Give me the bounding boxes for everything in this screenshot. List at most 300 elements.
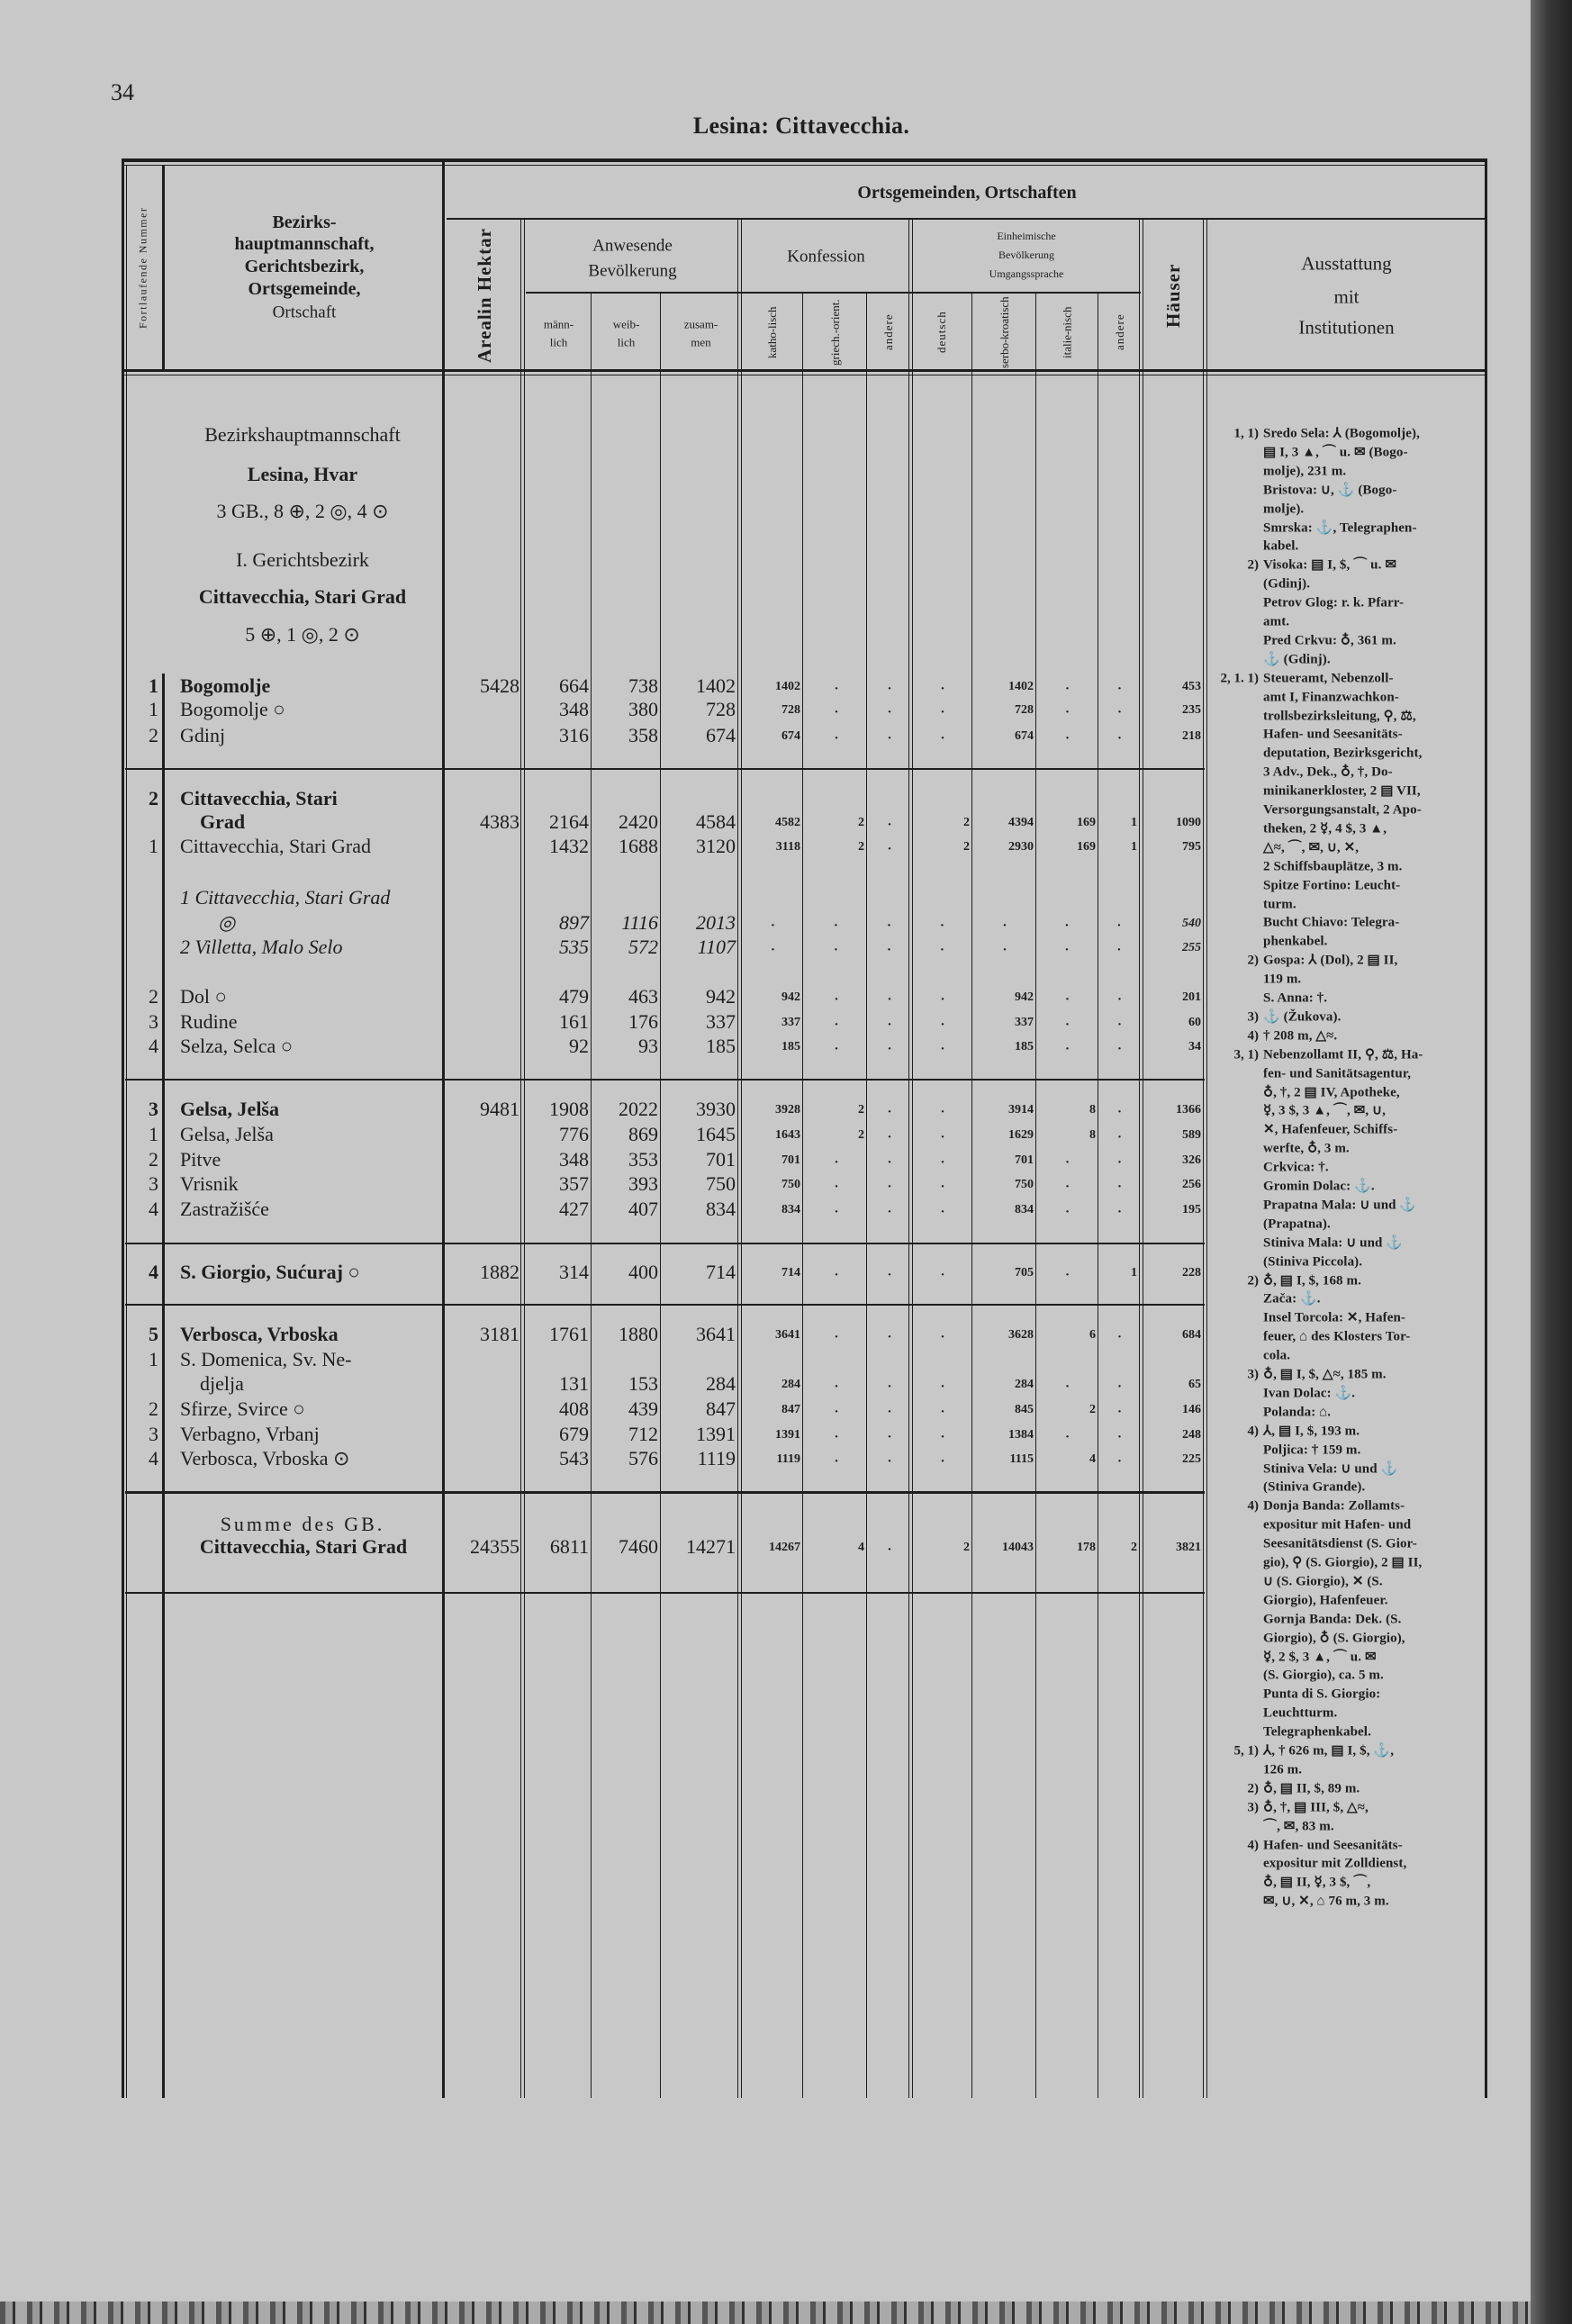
- cell-zusammen: 1391: [696, 1423, 736, 1445]
- header-group-title: Ortsgemeinden, Ortschaften: [857, 183, 1077, 203]
- header-institutions-line: Ausstattung: [1301, 252, 1392, 275]
- cell-zusammen: 14271: [686, 1535, 736, 1558]
- place-name: Bogomolje ○: [180, 698, 285, 720]
- cell-haeuser: 326: [1182, 1153, 1201, 1167]
- institution-ref-label: 3): [1247, 1800, 1259, 1815]
- institution-line: (S. Giorgio), ca. 5 m.: [1263, 1668, 1384, 1683]
- cell-zusammen: 714: [706, 1261, 736, 1283]
- header-weiblich: lich: [617, 335, 636, 349]
- cell-italienisch: .: [1065, 1176, 1070, 1191]
- institution-line: ▤ I, 3 ▲, ⌒ u. ✉ (Bogo-: [1263, 445, 1408, 460]
- place-name: Grad: [200, 810, 246, 833]
- header-institutions-line: mit: [1333, 285, 1360, 308]
- header-language-andere: andere: [1113, 313, 1127, 351]
- cell-maennlich: 314: [559, 1261, 589, 1283]
- column-rule: [737, 218, 738, 2098]
- row-rule: [125, 1079, 1205, 1081]
- header-zusammen: men: [691, 335, 711, 349]
- cell-haeuser: 195: [1182, 1203, 1201, 1216]
- cell-italienisch: 4: [1089, 1452, 1096, 1466]
- cell-italienisch: .: [1065, 701, 1070, 717]
- cell-weiblich: 93: [638, 1035, 658, 1057]
- cell-katholisch: 4582: [775, 816, 800, 829]
- cell-konfession-andere: .: [888, 678, 891, 693]
- institution-line: Petrov Glog: r. k. Pfarr-: [1263, 595, 1405, 610]
- district-summary: 3 GB., 8 ⊕, 2 ◎, 4 ⊙: [216, 500, 389, 522]
- district-name: Lesina, Hvar: [247, 463, 358, 485]
- cell-weiblich: 738: [628, 674, 658, 697]
- cell-italienisch: .: [1065, 1426, 1070, 1442]
- cell-sprache-andere: .: [1117, 1176, 1122, 1191]
- institution-ref-label: 3): [1247, 1009, 1259, 1025]
- cell-weiblich: 439: [628, 1397, 658, 1420]
- column-rule: [660, 292, 661, 2098]
- institution-line: 3 Adv., Dek., ♁, †, Do-: [1263, 764, 1393, 780]
- cell-griech-orient: .: [835, 1376, 838, 1391]
- place-name: Pitve: [180, 1148, 221, 1171]
- cell-haeuser: 34: [1188, 1040, 1201, 1053]
- cell-maennlich: 1432: [549, 835, 589, 857]
- place-name: Verbagno, Vrbanj: [180, 1423, 320, 1445]
- cell-serbokroatisch: 1629: [1008, 1128, 1034, 1142]
- place-name: Cittavecchia, Stari: [180, 787, 338, 809]
- cell-griech-orient: .: [835, 678, 838, 693]
- institution-line: ⌒, ✉, 83 m.: [1263, 1819, 1334, 1834]
- cell-maennlich: 357: [559, 1172, 589, 1195]
- header-population-line: Anwesende: [592, 236, 673, 256]
- cell-griech-orient: .: [835, 1014, 838, 1029]
- cell-deutsch: .: [941, 1038, 944, 1053]
- total-label: Summe des GB.: [220, 1513, 385, 1535]
- cell-sprache-andere: .: [1117, 1152, 1122, 1167]
- cell-areal: 4383: [480, 810, 519, 833]
- institution-ref-label: 1, 1): [1233, 426, 1259, 441]
- place-name: Bogomolje: [180, 674, 271, 697]
- institution-ref-label: 4): [1247, 1424, 1259, 1439]
- institution-line: Donja Banda: Zollamts-: [1263, 1498, 1405, 1514]
- cell-serbokroatisch: 834: [1015, 1203, 1034, 1216]
- cell-weiblich: 463: [628, 985, 658, 1008]
- cell-deutsch: .: [941, 915, 944, 930]
- row-number: 1: [149, 698, 158, 720]
- cell-zusammen: 1107: [697, 936, 736, 958]
- cell-zusammen: 3641: [696, 1323, 736, 1345]
- column-rule: [971, 292, 972, 2098]
- cell-katholisch: 185: [781, 1040, 800, 1053]
- institution-line: ♁, †, 2 ▤ IV, Apotheke,: [1263, 1085, 1400, 1099]
- cell-maennlich: 6811: [549, 1535, 589, 1558]
- institution-line: Versorgungsanstalt, 2 Apo-: [1263, 802, 1422, 818]
- row-number: 3: [149, 1172, 158, 1195]
- row-number: 1: [149, 835, 158, 857]
- cell-weiblich: 1116: [621, 911, 658, 934]
- cell-italienisch: 2: [1089, 1403, 1096, 1416]
- cell-zusammen: 1645: [696, 1123, 736, 1145]
- institution-line: molje).: [1263, 502, 1305, 517]
- cell-serbokroatisch: 701: [1015, 1153, 1034, 1167]
- cell-konfession-andere: .: [888, 1101, 891, 1117]
- place-name: S. Domenica, Sv. Ne-: [180, 1348, 352, 1370]
- cell-katholisch: 701: [781, 1153, 800, 1167]
- cell-konfession-andere: .: [888, 701, 891, 717]
- cell-katholisch: 1119: [776, 1452, 800, 1466]
- row-number: 2: [149, 787, 158, 809]
- cell-griech-orient: .: [835, 1152, 838, 1167]
- institution-line: Crkvica: †.: [1263, 1160, 1329, 1175]
- place-name: 2 Villetta, Malo Selo: [180, 936, 343, 958]
- institution-line: feuer, ⌂ des Klosters Tor-: [1263, 1329, 1411, 1344]
- header-name-line: Ortschaft: [272, 303, 337, 322]
- institution-line: 2 Schiffsbauplätze, 3 m.: [1263, 859, 1403, 874]
- cell-weiblich: 869: [628, 1123, 658, 1145]
- row-number: 2: [149, 724, 158, 746]
- cell-katholisch: 284: [781, 1378, 800, 1391]
- cell-weiblich: 2022: [619, 1098, 658, 1120]
- row-number: 4: [149, 1198, 158, 1220]
- column-rule: [122, 162, 124, 2098]
- cell-griech-orient: .: [835, 1401, 838, 1416]
- cell-sprache-andere: .: [1117, 1326, 1122, 1342]
- institution-line: amt.: [1263, 614, 1290, 629]
- institution-line: ⚓ (Gdinj).: [1263, 652, 1331, 667]
- header-language-line: Umgangssprache: [989, 267, 1064, 280]
- court-district-name: Cittavecchia, Stari Grad: [198, 585, 407, 608]
- cell-deutsch: 2: [963, 840, 970, 854]
- place-name: 1 Cittavecchia, Stari Grad: [180, 886, 391, 909]
- cell-serbokroatisch: 1115: [1009, 1452, 1034, 1466]
- cell-sprache-andere: .: [1117, 1201, 1122, 1216]
- cell-griech-orient: 2: [858, 816, 864, 829]
- court-district-label: I. Gerichtsbezirk: [236, 548, 369, 571]
- institution-line: Smrska: ⚓, Telegraphen-: [1263, 520, 1417, 535]
- cell-katholisch: .: [772, 915, 775, 930]
- cell-serbokroatisch: 14043: [1002, 1541, 1034, 1554]
- cell-zusammen: 847: [706, 1397, 736, 1420]
- place-name: S. Giorgio, Sućuraj ○: [180, 1261, 360, 1283]
- row-rule: [122, 165, 1487, 166]
- cell-italienisch: .: [1065, 939, 1070, 954]
- cell-katholisch: .: [772, 939, 775, 954]
- institution-line: Seesanitätsdienst (S. Gior-: [1263, 1536, 1417, 1551]
- cell-serbokroatisch: 1402: [1008, 680, 1034, 693]
- institution-line: Nebenzollamt II, ⚲, ⚖, Ha-: [1263, 1047, 1423, 1063]
- institution-line: Pred Crkvu: ♁, 361 m.: [1263, 633, 1396, 648]
- row-number: 4: [149, 1261, 158, 1283]
- cell-griech-orient: .: [835, 989, 838, 1004]
- cell-griech-orient: 2: [858, 840, 864, 854]
- column-rule: [802, 292, 803, 2098]
- cell-sprache-andere: .: [1117, 1014, 1122, 1029]
- institution-line: gio), ⚲ (S. Giorgio), 2 ▤ II,: [1263, 1555, 1423, 1570]
- cell-griech-orient: .: [835, 1426, 838, 1442]
- cell-weiblich: 380: [628, 698, 658, 720]
- column-rule: [1485, 162, 1487, 2098]
- cell-weiblich: 572: [628, 936, 658, 958]
- court-district-summary: 5 ⊕, 1 ◎, 2 ⊙: [245, 623, 360, 646]
- institution-line: Hafen- und Seesanitäts-: [1263, 727, 1403, 742]
- cell-zusammen: 3930: [696, 1098, 736, 1120]
- cell-konfession-andere: .: [888, 1376, 891, 1391]
- cell-griech-orient: 4: [858, 1541, 864, 1554]
- cell-zusammen: 4584: [696, 810, 736, 833]
- institution-line: minikanerkloster, 2 ▤ VII,: [1263, 783, 1421, 799]
- institution-line: werfte, ♁, 3 m.: [1263, 1141, 1350, 1156]
- cell-griech-orient: 2: [858, 1103, 864, 1117]
- place-name: ◎: [218, 911, 236, 934]
- cell-maennlich: 679: [559, 1423, 589, 1445]
- row-rule: [125, 1592, 1205, 1594]
- cell-serbokroatisch: 674: [1015, 729, 1034, 743]
- cell-weiblich: 712: [628, 1423, 658, 1445]
- institution-ref-label: 3, 1): [1233, 1047, 1259, 1063]
- place-name: Gelsa, Jelša: [180, 1123, 274, 1145]
- cell-areal: 1882: [480, 1261, 519, 1283]
- row-rule: [910, 292, 1141, 294]
- institution-line: ♁, ▤ II, ☿, 3 $, ⌒,: [1263, 1875, 1371, 1890]
- cell-maennlich: 543: [559, 1447, 589, 1469]
- header-confession: Konfession: [787, 247, 865, 267]
- scan-edge-shadow: [1531, 0, 1572, 2324]
- cell-italienisch: .: [1065, 1152, 1070, 1167]
- institution-line: Gospa: ⅄ (Dol), 2 ▤ II,: [1263, 953, 1398, 968]
- cell-sprache-andere: .: [1117, 1426, 1122, 1442]
- institution-line: Gornja Banda: Dek. (S.: [1263, 1612, 1402, 1627]
- row-rule: [125, 1243, 1205, 1244]
- cell-maennlich: 161: [559, 1010, 589, 1033]
- cell-zusammen: 2013: [696, 911, 736, 934]
- cell-katholisch: 1643: [775, 1128, 800, 1142]
- header-fortlaufende-nummer: Fortlaufende Nummer: [136, 206, 149, 329]
- cell-serbokroatisch: 4394: [1008, 816, 1034, 829]
- cell-konfession-andere: .: [888, 1401, 891, 1416]
- cell-maennlich: 131: [559, 1372, 589, 1395]
- cell-konfession-andere: .: [888, 814, 891, 829]
- cell-katholisch: 337: [781, 1016, 800, 1029]
- cell-serbokroatisch: 750: [1015, 1178, 1034, 1191]
- cell-maennlich: 664: [559, 674, 589, 697]
- scan-bottom-edge: [0, 2301, 1531, 2324]
- cell-zusammen: 750: [706, 1172, 736, 1195]
- cell-haeuser: 684: [1182, 1328, 1201, 1342]
- institution-line: Prapatna Mala: ∪ und ⚓: [1263, 1198, 1417, 1213]
- cell-weiblich: 2420: [619, 810, 658, 833]
- cell-katholisch: 14267: [769, 1541, 800, 1554]
- place-name: Selza, Selca ○: [180, 1035, 294, 1057]
- header-deutsch: deutsch: [935, 311, 949, 354]
- institution-line: theken, 2 ☿, 4 $, 3 ▲,: [1263, 821, 1387, 836]
- cell-areal: 24355: [470, 1535, 519, 1558]
- header-name-line: Ortsgemeinde,: [248, 279, 361, 299]
- institution-line: (Stiniva Piccola).: [1263, 1254, 1363, 1270]
- cell-griech-orient: .: [835, 1326, 838, 1342]
- row-number: 1: [149, 674, 158, 697]
- institution-line: Visoka: ▤ I, $, ⌒ u. ✉: [1263, 557, 1396, 573]
- cell-areal: 5428: [480, 674, 519, 697]
- institution-line: ♁, †, ▤ III, $, △≈,: [1263, 1800, 1369, 1815]
- row-number: 4: [149, 1035, 158, 1057]
- cell-deutsch: .: [941, 1014, 944, 1029]
- institution-line: ✕, Hafenfeuer, Schiffs-: [1263, 1122, 1398, 1137]
- header-weiblich: weib-: [612, 317, 640, 331]
- cell-maennlich: 479: [559, 985, 589, 1008]
- institution-ref-label: 2): [1247, 1273, 1259, 1288]
- cell-deutsch: .: [941, 1201, 944, 1216]
- row-number: 1: [149, 1348, 158, 1370]
- cell-konfession-andere: .: [888, 1126, 891, 1142]
- row-number: 4: [149, 1447, 158, 1469]
- cell-serbokroatisch: 1384: [1008, 1428, 1034, 1442]
- cell-italienisch: 169: [1077, 840, 1096, 854]
- column-rule: [1035, 292, 1036, 2098]
- row-number: 3: [149, 1098, 158, 1120]
- place-name: Gelsa, Jelša: [180, 1098, 279, 1120]
- header-language-line: Bevölkerung: [998, 249, 1054, 261]
- cell-deutsch: .: [941, 1326, 944, 1342]
- institution-ref-label: 2, 1. 1): [1220, 671, 1259, 686]
- cell-weiblich: 400: [628, 1261, 658, 1283]
- institution-line: deputation, Bezirksgericht,: [1263, 746, 1423, 761]
- cell-griech-orient: .: [835, 1176, 838, 1191]
- row-number: 3: [149, 1010, 158, 1033]
- cell-sprache-andere: .: [1117, 1101, 1122, 1117]
- row-rule: [125, 1304, 1205, 1306]
- cell-konfession-andere: .: [888, 989, 891, 1004]
- header-population-line: Bevölkerung: [588, 261, 677, 281]
- header-areal-line: Areal: [473, 313, 495, 364]
- institution-line: ♁, ▤ I, $, △≈, 185 m.: [1263, 1367, 1387, 1382]
- cell-haeuser: 60: [1188, 1016, 1201, 1029]
- institution-line: Steueramt, Nebenzoll-: [1263, 671, 1394, 686]
- cell-haeuser: 228: [1182, 1266, 1201, 1280]
- cell-sprache-andere: .: [1117, 1451, 1122, 1466]
- institution-ref-label: 5, 1): [1233, 1743, 1259, 1759]
- institution-line: (Prapatna).: [1263, 1216, 1331, 1232]
- row-rule: [526, 292, 739, 294]
- cell-zusammen: 701: [706, 1148, 736, 1171]
- cell-weiblich: 358: [628, 724, 658, 746]
- cell-weiblich: 176: [628, 1010, 658, 1033]
- cell-sprache-andere: 1: [1131, 816, 1137, 829]
- cell-maennlich: 348: [559, 1148, 589, 1171]
- cell-zusammen: 834: [706, 1198, 736, 1220]
- cell-zusammen: 337: [706, 1010, 736, 1033]
- institution-line: (Gdinj).: [1263, 576, 1311, 592]
- header-name-line: Bezirks-: [272, 213, 337, 232]
- header-haeuser: Häuser: [1161, 263, 1184, 328]
- place-name: djelja: [200, 1372, 244, 1395]
- institution-line: S. Anna: †.: [1263, 990, 1328, 1006]
- cell-maennlich: 897: [559, 911, 589, 934]
- institution-line: expositur mit Hafen- und: [1263, 1517, 1412, 1533]
- cell-italienisch: 6: [1089, 1328, 1096, 1342]
- institution-line: ☿, 2 $, 3 ▲, ⌒ u. ✉: [1263, 1650, 1377, 1664]
- cell-italienisch: .: [1065, 1264, 1070, 1280]
- header-griechisch-orientalisch: griech.- orient.: [828, 299, 843, 366]
- cell-serbokroatisch: .: [1003, 939, 1007, 954]
- cell-sprache-andere: 1: [1131, 840, 1137, 854]
- cell-weiblich: 1688: [619, 835, 658, 857]
- cell-zusammen: 1119: [697, 1447, 736, 1469]
- institution-line: Stiniva Mala: ∪ und ⚓: [1263, 1235, 1404, 1251]
- cell-konfession-andere: .: [888, 1152, 891, 1167]
- row-rule: [125, 1491, 1205, 1494]
- cell-haeuser: 540: [1182, 917, 1201, 930]
- cell-zusammen: 728: [706, 698, 736, 720]
- institution-ref-label: 3): [1247, 1367, 1259, 1382]
- cell-areal: 3181: [480, 1323, 519, 1345]
- cell-haeuser: 1366: [1176, 1103, 1201, 1117]
- cell-katholisch: 3118: [775, 840, 800, 854]
- cell-zusammen: 1402: [696, 674, 736, 697]
- header-areal: [448, 222, 520, 369]
- cell-italienisch: .: [1065, 1038, 1070, 1053]
- institution-line: Bucht Chiavo: Telegra-: [1263, 915, 1400, 930]
- header-institutions-line: Institutionen: [1298, 316, 1395, 339]
- cell-maennlich: 1908: [549, 1098, 589, 1120]
- institution-line: Spitze Fortino: Leucht-: [1263, 878, 1401, 893]
- cell-serbokroatisch: 2930: [1008, 840, 1034, 854]
- institution-line: ☿, 3 $, 3 ▲, ⌒, ✉, ∪,: [1263, 1103, 1386, 1118]
- district-label: Bezirkshauptmannschaft: [204, 423, 401, 446]
- cell-konfession-andere: .: [888, 1201, 891, 1216]
- cell-sprache-andere: .: [1117, 701, 1122, 717]
- cell-konfession-andere: .: [888, 939, 891, 954]
- cell-haeuser: 235: [1182, 703, 1201, 717]
- cell-weiblich: 576: [628, 1447, 658, 1469]
- cell-zusammen: 284: [706, 1372, 736, 1395]
- cell-griech-orient: .: [835, 1038, 838, 1053]
- row-number: 3: [149, 1423, 158, 1445]
- cell-zusammen: 3120: [696, 835, 736, 857]
- cell-griech-orient: .: [835, 1264, 838, 1280]
- cell-katholisch: 1402: [775, 680, 800, 693]
- cell-maennlich: 348: [559, 698, 589, 720]
- cell-maennlich: 1761: [549, 1323, 589, 1345]
- institution-line: Polanda: ⌂.: [1263, 1405, 1332, 1420]
- row-rule: [122, 369, 1487, 372]
- row-number: 2: [149, 985, 158, 1008]
- institution-ref-label: 4): [1247, 1498, 1259, 1514]
- cell-haeuser: 248: [1182, 1428, 1201, 1442]
- cell-weiblich: 407: [628, 1198, 658, 1220]
- header-areal-line: in Hektar: [473, 227, 495, 314]
- institution-ref-label: 2): [1247, 1781, 1259, 1796]
- cell-weiblich: 7460: [619, 1535, 658, 1558]
- cell-katholisch: 674: [781, 729, 800, 743]
- institution-line: Bristova: ∪, ⚓ (Bogo-: [1263, 483, 1397, 498]
- cell-sprache-andere: .: [1117, 1401, 1122, 1416]
- column-rule: [591, 292, 592, 2098]
- institution-line: (Stiniva Grande).: [1263, 1479, 1366, 1495]
- place-name: Zastražišće: [180, 1198, 269, 1220]
- cell-sprache-andere: .: [1117, 1126, 1122, 1142]
- cell-italienisch: 8: [1089, 1103, 1096, 1117]
- cell-haeuser: 453: [1182, 680, 1201, 693]
- institution-line: Leuchtturm.: [1263, 1705, 1338, 1721]
- cell-sprache-andere: .: [1117, 1038, 1122, 1053]
- header-italienisch: italie- nisch: [1060, 306, 1074, 358]
- cell-deutsch: .: [941, 1426, 944, 1442]
- institution-line: 119 m.: [1263, 972, 1302, 987]
- cell-sprache-andere: 2: [1131, 1541, 1137, 1554]
- institution-line: phenkabel.: [1263, 934, 1328, 949]
- cell-konfession-andere: .: [888, 1539, 891, 1554]
- cell-deutsch: .: [941, 1451, 944, 1466]
- header-maennlich: lich: [549, 335, 568, 349]
- cell-serbokroatisch: 3914: [1008, 1103, 1034, 1117]
- cell-deutsch: .: [941, 678, 944, 693]
- institution-line: Telegraphenkabel.: [1263, 1724, 1371, 1740]
